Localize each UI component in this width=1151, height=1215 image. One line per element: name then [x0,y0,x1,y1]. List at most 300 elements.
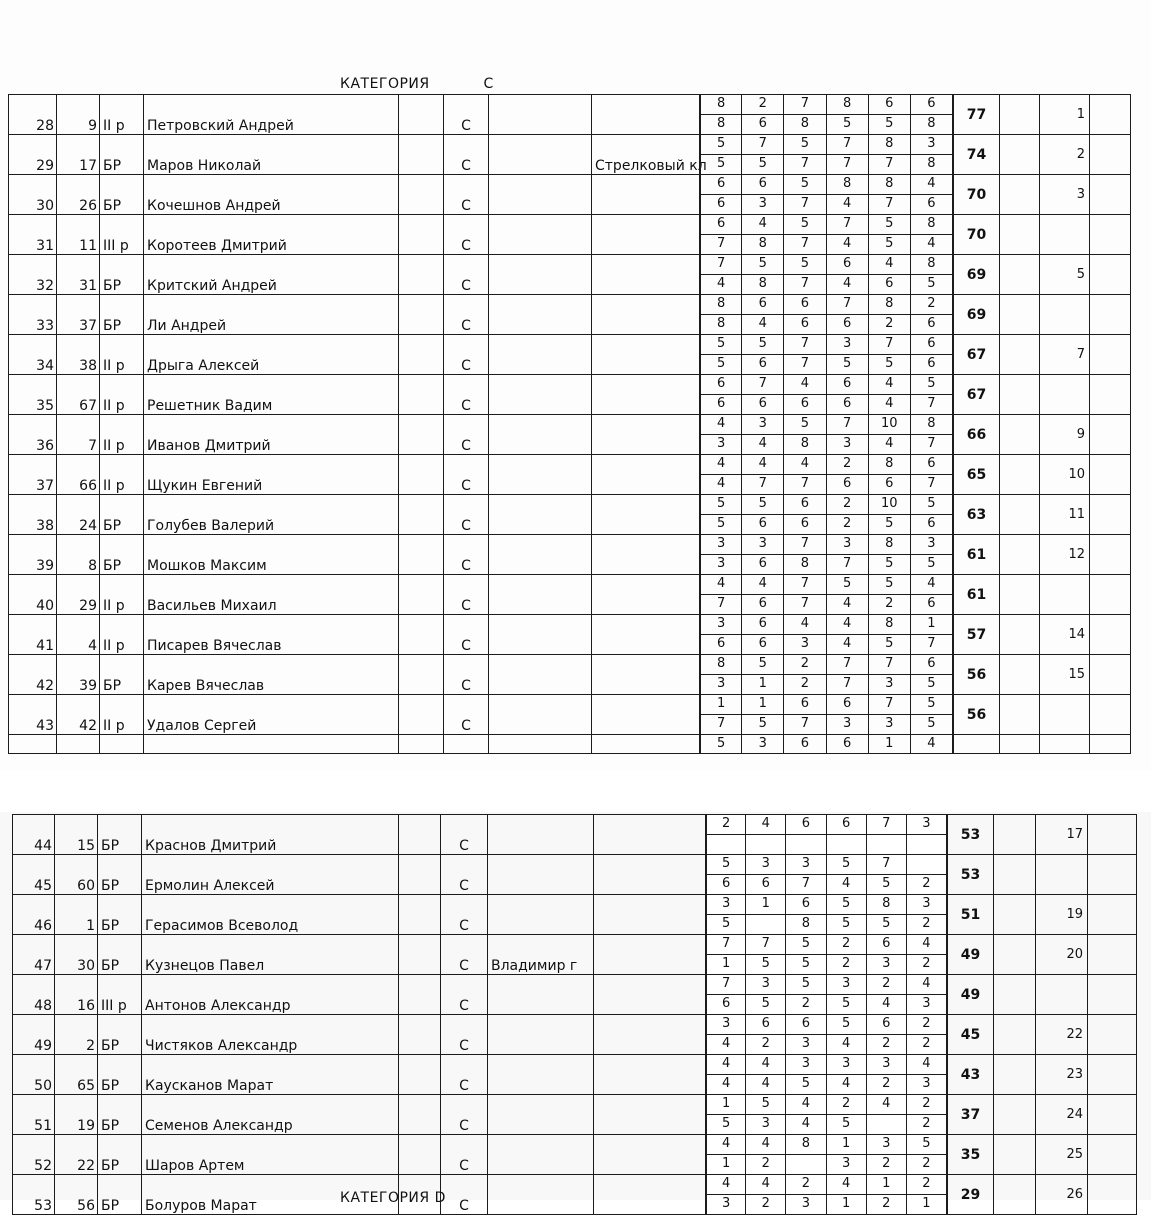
score-cell: 5 [742,255,784,274]
score-cell: 4 [867,995,907,1014]
score-cell: 7 [827,295,869,314]
score-cell: 4 [742,315,784,334]
score-cell: 5 [784,415,826,434]
score-cell: 5 [827,855,867,874]
results-table-lower [12,814,1137,1215]
score-cell: 8 [869,135,911,154]
blank-column [399,1095,441,1135]
score-cell: 6 [700,395,742,414]
score-cell: 6 [911,355,953,374]
score-cell: 3 [867,1135,907,1154]
score-cell: 3 [911,535,953,554]
score-cell: 5 [746,995,786,1014]
score-cell: 4 [827,1035,867,1054]
blank-column [1090,175,1131,215]
score-cell: 7 [700,255,742,274]
total-score: 67 [954,335,1000,375]
table-row [13,1015,1137,1055]
blank-column [994,1175,1036,1215]
score-cell: 5 [827,1015,867,1034]
city-cell [489,215,592,255]
bib-number: 16 [55,975,98,1015]
category-value: C [483,76,494,92]
score-series [700,194,953,214]
athlete-name: Маров Николай [144,135,399,175]
category-cell: C [441,1015,488,1055]
athlete-name: Голубев Валерий [144,495,399,535]
score-cell: 5 [742,155,784,174]
score-series [700,175,953,194]
total-score: 53 [948,855,994,895]
score-cell: 5 [911,375,953,394]
score-cell: 5 [746,955,786,974]
bib-number: 60 [55,855,98,895]
club-cell [594,975,706,1015]
club-cell [592,615,700,655]
score-series [700,695,953,714]
score-series [700,674,953,694]
score-series [700,455,953,474]
score-cell: 2 [907,955,947,974]
row-number: 44 [13,815,55,855]
club-cell [594,1175,706,1215]
blank-column [399,375,444,415]
score-cell: 7 [827,655,869,674]
row-number: 28 [9,95,57,135]
score-series [706,1055,947,1074]
club-cell [592,495,700,535]
table-row [9,455,1131,495]
athlete-name: Дрыга Алексей [144,335,399,375]
city-cell [488,975,594,1015]
score-cell: 5 [827,895,867,914]
series-scores [700,335,954,375]
blank-column [399,695,444,735]
score-cell: 7 [784,275,826,294]
score-cell: 5 [786,955,826,974]
score-cell: 6 [700,215,742,234]
score-series [700,114,953,134]
score-cell: 5 [700,355,742,374]
row-number: 45 [13,855,55,895]
score-series [700,714,953,734]
score-cell: 6 [827,735,869,753]
score-cell: 3 [742,195,784,214]
score-cell: 2 [827,955,867,974]
city-cell: Владимир г [488,935,594,975]
score-cell: 5 [867,915,907,934]
score-series [700,274,953,294]
score-cell: 6 [746,1015,786,1034]
score-cell: 6 [911,195,953,214]
score-cell: 8 [869,535,911,554]
place-cell: 10 [1040,455,1090,495]
club-cell [594,1015,706,1055]
score-cell: 1 [742,695,784,714]
series-scores [700,495,954,535]
blank-column [1088,1055,1137,1095]
score-cell: 4 [907,975,947,994]
series-scores [706,1015,948,1055]
score-series [700,234,953,254]
table-row [13,855,1137,895]
blank-column [1090,335,1131,375]
row-number: 32 [9,255,57,295]
score-cell: 2 [784,675,826,694]
category-cell: C [441,815,488,855]
bib-number: 22 [55,1135,98,1175]
bib-number: 38 [57,335,100,375]
score-series [706,914,947,934]
row-number: 53 [13,1175,55,1215]
blank-column [1090,295,1131,335]
score-cell: 5 [867,875,907,894]
score-cell: 6 [784,495,826,514]
score-cell: 2 [827,495,869,514]
score-series [700,215,953,234]
score-cell: 8 [911,415,953,434]
athlete-name: Чистяков Александр [142,1015,399,1055]
score-cell: 2 [867,1195,907,1214]
table-row [13,815,1137,855]
total-score: 63 [954,495,1000,535]
place-cell: 11 [1040,495,1090,535]
score-cell: 4 [706,1075,746,1094]
blank-column [1088,815,1137,855]
score-cell: 8 [784,555,826,574]
city-cell [488,1095,594,1135]
score-cell [867,1115,907,1134]
blank-column [994,855,1036,895]
score-cell: 4 [706,1055,746,1074]
series-scores-grid [700,575,953,614]
row-number: 35 [9,375,57,415]
blank-column [1090,735,1131,754]
score-cell: 3 [746,855,786,874]
category-cell: C [444,615,489,655]
blank-column [1000,375,1040,415]
athlete-name: Коротеев Дмитрий [144,215,399,255]
score-cell: 2 [867,1075,907,1094]
score-cell: 6 [700,195,742,214]
score-cell: 3 [706,1195,746,1214]
total-score: 45 [948,1015,994,1055]
sport-rank: БР [100,175,144,215]
score-cell: 6 [706,875,746,894]
score-cell: 6 [786,1015,826,1034]
table-row [13,975,1137,1015]
score-series [700,474,953,494]
score-cell: 6 [706,995,746,1014]
blank-column [1090,455,1131,495]
score-cell: 7 [742,375,784,394]
city-cell [489,415,592,455]
score-cell: 4 [706,1035,746,1054]
sport-rank: БР [100,135,144,175]
score-cell: 7 [742,475,784,494]
score-cell: 1 [867,1175,907,1194]
table-row [13,895,1137,935]
club-cell [592,175,700,215]
score-cell: 6 [827,315,869,334]
score-cell: 8 [827,95,869,114]
row-number: 46 [13,895,55,935]
score-cell: 6 [911,315,953,334]
total-score: 69 [954,295,1000,335]
score-cell: 2 [907,1015,947,1034]
score-cell: 5 [827,575,869,594]
score-cell: 4 [911,735,953,753]
score-cell [867,835,907,854]
score-cell: 8 [869,615,911,634]
city-cell [489,255,592,295]
athlete-name: Писарев Вячеслав [144,615,399,655]
row-number: 50 [13,1055,55,1095]
score-series [700,495,953,514]
blank-column [1090,135,1131,175]
score-series [706,994,947,1014]
score-cell: 5 [869,555,911,574]
score-cell: 4 [827,875,867,894]
score-series [706,855,947,874]
score-cell: 8 [786,1135,826,1154]
score-cell: 3 [784,635,826,654]
bib-number: 15 [55,815,98,855]
place-cell: 1 [1040,95,1090,135]
score-cell: 7 [784,235,826,254]
score-cell: 8 [742,275,784,294]
score-cell: 3 [827,335,869,354]
score-cell: 6 [911,655,953,674]
score-cell: 7 [784,535,826,554]
blank-column [399,495,444,535]
score-cell: 5 [869,355,911,374]
score-cell: 1 [700,695,742,714]
club-cell [592,375,700,415]
score-cell: 4 [827,235,869,254]
score-cell: 3 [867,955,907,974]
series-scores-grid [706,1055,947,1094]
score-cell: 3 [786,855,826,874]
athlete-name: Краснов Дмитрий [142,815,399,855]
score-cell: 4 [827,1075,867,1094]
score-cell: 7 [827,135,869,154]
total-score: 51 [948,895,994,935]
blank-column [1088,1095,1137,1135]
score-cell: 5 [742,715,784,734]
score-cell: 1 [706,1155,746,1174]
score-cell: 6 [700,375,742,394]
sport-rank: II р [100,95,144,135]
score-cell: 4 [742,215,784,234]
blank-column [1088,895,1137,935]
series-scores [700,535,954,575]
bib-number: 29 [57,575,100,615]
blank-column [399,855,441,895]
sport-rank: БР [98,1135,142,1175]
city-cell [489,95,592,135]
series-scores [706,1055,948,1095]
total-score: 66 [954,415,1000,455]
athlete-name: Удалов Сергей [144,695,399,735]
score-series [706,975,947,994]
score-cell: 6 [742,295,784,314]
row-number: 42 [9,655,57,695]
athlete-name: Антонов Александр [142,975,399,1015]
club-cell [592,695,700,735]
score-series [700,95,953,114]
score-cell: 8 [911,115,953,134]
score-cell: 2 [907,1155,947,1174]
club-cell [592,295,700,335]
score-cell: 7 [911,635,953,654]
score-cell: 4 [700,455,742,474]
total-score: 70 [954,215,1000,255]
city-cell [488,815,594,855]
place-cell: 20 [1036,935,1088,975]
score-series [706,1154,947,1174]
score-cell: 8 [869,175,911,194]
score-cell: 1 [706,955,746,974]
score-cell: 1 [827,1135,867,1154]
score-series [700,394,953,414]
category-cell: C [441,1095,488,1135]
series-scores [700,735,954,754]
blank-column [994,1015,1036,1055]
score-cell: 5 [746,1095,786,1114]
city-cell [489,695,592,735]
total-score: 49 [948,935,994,975]
category-label: КАТЕГОРИЯ [340,76,430,92]
score-cell: 5 [742,335,784,354]
bib-number: 26 [57,175,100,215]
blank-column [1000,695,1040,735]
score-cell: 8 [867,895,907,914]
blank-column [994,935,1036,975]
athlete-name: Семенов Александр [142,1095,399,1135]
score-cell: 8 [700,95,742,114]
score-cell: 6 [911,335,953,354]
city-cell [489,495,592,535]
blank-column [1090,95,1131,135]
bib-number: 1 [55,895,98,935]
athlete-name: Ли Андрей [144,295,399,335]
score-cell: 3 [742,735,784,753]
blank-column [1000,255,1040,295]
score-cell: 3 [827,1055,867,1074]
blank-column [399,455,444,495]
row-number: 52 [13,1135,55,1175]
bib-number: 65 [55,1055,98,1095]
score-cell: 6 [911,455,953,474]
athlete-name: Щукин Евгений [144,455,399,495]
series-scores-grid [706,975,947,1014]
blank-column [1000,495,1040,535]
blank-column [1090,615,1131,655]
series-scores [700,215,954,255]
bib-number: 67 [57,375,100,415]
score-cell: 5 [784,215,826,234]
score-cell: 5 [911,555,953,574]
blank-column [1000,95,1040,135]
row-number: 41 [9,615,57,655]
score-cell: 3 [869,715,911,734]
score-series [706,834,947,854]
score-cell: 3 [827,535,869,554]
score-cell: 7 [827,675,869,694]
score-cell: 3 [700,675,742,694]
score-cell: 10 [869,415,911,434]
blank-column [1000,175,1040,215]
athlete-name: Иванов Дмитрий [144,415,399,455]
series-scores-grid [700,215,953,254]
sport-rank: БР [98,1055,142,1095]
series-scores [700,135,954,175]
category-cell: C [444,495,489,535]
table-row [9,495,1131,535]
score-cell: 7 [869,335,911,354]
score-cell: 7 [867,855,907,874]
sport-rank: БР [100,255,144,295]
athlete-name: Петровский Андрей [144,95,399,135]
club-cell [594,935,706,975]
score-cell: 6 [867,1015,907,1034]
category-cell: C [444,655,489,695]
series-scores-grid [700,255,953,294]
score-series [700,634,953,654]
score-cell: 6 [746,875,786,894]
sport-rank: III р [100,215,144,255]
score-cell: 6 [869,475,911,494]
score-cell: 7 [706,935,746,954]
score-series [706,935,947,954]
score-cell: 2 [742,95,784,114]
blank-column [1040,735,1090,754]
score-cell: 4 [867,1095,907,1114]
score-series [706,815,947,834]
category-cell: C [444,175,489,215]
blank-column [399,575,444,615]
blank-column [9,735,57,754]
score-cell: 5 [706,915,746,934]
athlete-name: Решетник Вадим [144,375,399,415]
table-row [13,935,1137,975]
score-cell: 7 [869,195,911,214]
series-scores-grid [700,535,953,574]
score-cell: 5 [869,235,911,254]
score-cell: 2 [827,515,869,534]
category-cell: C [441,935,488,975]
score-cell: 5 [700,155,742,174]
series-scores-grid [700,735,953,753]
place-cell: 9 [1040,415,1090,455]
score-cell: 8 [911,215,953,234]
score-cell: 5 [911,275,953,294]
club-cell [594,815,706,855]
score-series [700,615,953,634]
score-cell: 2 [827,455,869,474]
score-cell: 2 [827,1095,867,1114]
city-cell [488,1015,594,1055]
blank-column [1090,695,1131,735]
score-cell: 2 [784,655,826,674]
table-row [9,215,1131,255]
table-row [9,175,1131,215]
score-cell: 5 [869,575,911,594]
series-scores-grid [706,1015,947,1054]
score-cell: 1 [746,895,786,914]
score-cell: 5 [700,735,742,753]
